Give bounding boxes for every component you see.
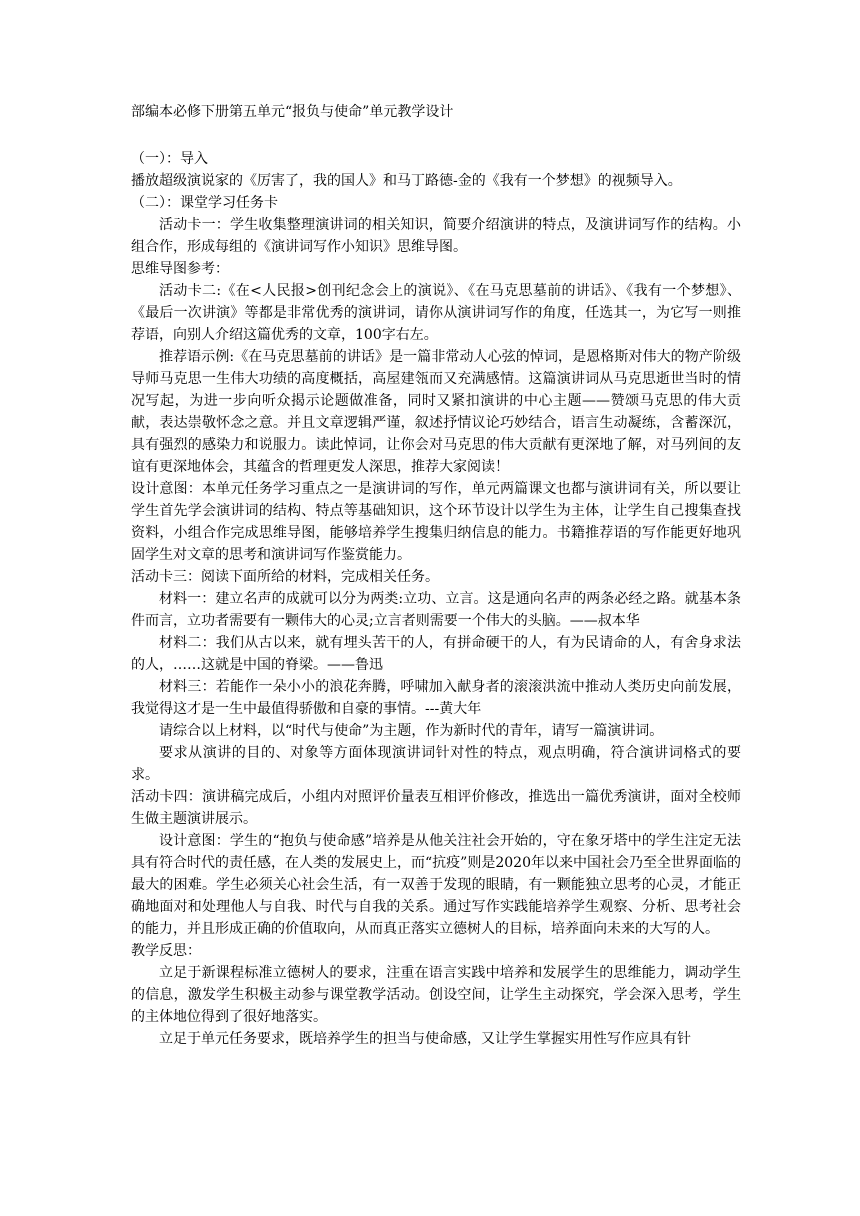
- paragraph-activity-4: 活动卡四：演讲稿完成后，小组内对照评价量表互相评价修改，推选出一篇优秀演讲，面对全校师生做主题演讲展示。: [131, 789, 741, 827]
- section-heading-intro: （一）：导入: [131, 151, 208, 167]
- document-body: [131, 148, 741, 1050]
- paragraph: 思维导图参考：: [131, 261, 229, 277]
- paragraph: 立足于单元任务要求，既培养学生的担当与使命感，又让学生掌握实用性写作应具有针: [159, 1031, 691, 1047]
- paragraph: 要求从演讲的目的、对象等方面体现演讲词针对性的特点，观点明确，符合演讲词格式的要求。: [131, 745, 741, 783]
- section-heading-tasks: （二）：课堂学习任务卡: [131, 195, 278, 211]
- document-title: 部编本必修下册第五单元“报负与使命”单元教学设计: [131, 104, 454, 120]
- paragraph-activity-2: 活动卡二:《在<人民报>创刊纪念会上的演说》、《在马克思墓前的讲话》、《我有一个梦想》、《最后一次讲演》等都是非常优秀的演讲词，请你从演讲词写作的角度，任选其一，为它写一则推荐语，向别人介绍这篇优秀的文章，100字右左。: [131, 283, 741, 343]
- paragraph-activity-1: 活动卡一：学生收集整理演讲词的相关知识，简要介绍演讲的特点，及演讲词写作的结构。小组合作，形成每组的《演讲词写作小知识》思维导图。: [131, 217, 741, 255]
- section-heading-reflection: 教学反思：: [131, 943, 201, 959]
- paragraph-design-intent: 设计意图：本单元任务学习重点之一是演讲词的写作，单元两篇课文也都与演讲词有关，所以要让学生首先学会演讲词的结构、特点等基础知识，这个环节设计以学生为主体，让学生自己搜集查找资料，小组合作完成思维导图，能够培养学生搜集归纳信息的能力。书籍推荐语的写作能更好地巩固学生对文章的思考和演讲词写作鉴赏能力。: [131, 481, 741, 563]
- paragraph-activity-3: 活动卡三：阅读下面所给的材料，完成相关任务。: [131, 569, 439, 585]
- paragraph-material-2: 材料二：我们从古以来，就有埋头苦干的人，有拼命硬干的人，有为民请命的人，有舍身求法的人，……这就是中国的脊梁。——鲁迅: [131, 635, 741, 673]
- paragraph-material-1: 材料一：建立名声的成就可以分为两类:立功、立言。这是通向名声的两条必经之路。就基本条件而言，立功者需要有一颗伟大的心灵;立言者则需要一个伟大的头脑。——叔本华: [131, 591, 741, 629]
- paragraph: 播放超级演说家的《厉害了，我的国人》和马丁路德-金的《我有一个梦想》的视频导入。: [131, 173, 682, 189]
- paragraph-material-3: 材料三：若能作一朵小小的浪花奔腾，呼啸加入献身者的滚滚洪流中推动人类历史向前发展，我觉得这才是一生中最值得骄傲和自豪的事情。---黄大年: [131, 679, 741, 717]
- paragraph-example: 推荐语示例:《在马克思墓前的讲话》是一篇非常动人心弦的悼词，是恩格斯对伟大的物产阶级导师马克思一生伟大功绩的高度概括，高屋建瓴而又充满感情。这篇演讲词从马克思逝世当时的情况写起，为进一步向听众揭示论题做准备，同时又紧扣演讲的中心主题——赞颂马克思的伟大贡献，表达崇敬怀念之意。并且文章逻辑严谨，叙述抒情议论巧妙结合，语言生动凝练，含蓄深沉，具有强烈的感染力和说服力。读此悼词，让你会对马克思的伟大贡献有更深地了解，对马列间的友谊有更深地体会，其蕴含的哲理更发人深思，推荐大家阅读！: [131, 349, 741, 475]
- paragraph-design-intent: 设计意图：学生的“抱负与使命感”培养是从他关注社会开始的，守在象牙塔中的学生注定无法具有符合时代的责任感，在人类的发展史上，而“抗疫”则是2020年以来中国社会乃至全世界面临的最大的困难。学生必须关心社会生活，有一双善于发现的眼睛，有一颗能独立思考的心灵，才能正确地面对和处理他人与自我、时代与自我的关系。通过写作实践能培养学生观察、分析、思考社会的能力，并且形成正确的价值取向，从而真正落实立德树人的目标，培养面向未来的大写的人。: [131, 833, 741, 937]
- paragraph: 请综合以上材料，以“时代与使命”为主题，作为新时代的青年，请写一篇演讲词。: [159, 723, 664, 739]
- paragraph: 立足于新课程标准立德树人的要求，注重在语言实践中培养和发展学生的思维能力，调动学生的信息，激发学生积极主动参与课堂教学活动。创设空间，让学生主动探究，学会深入思考，学生的主体地位得到了很好地落实。: [131, 965, 741, 1025]
